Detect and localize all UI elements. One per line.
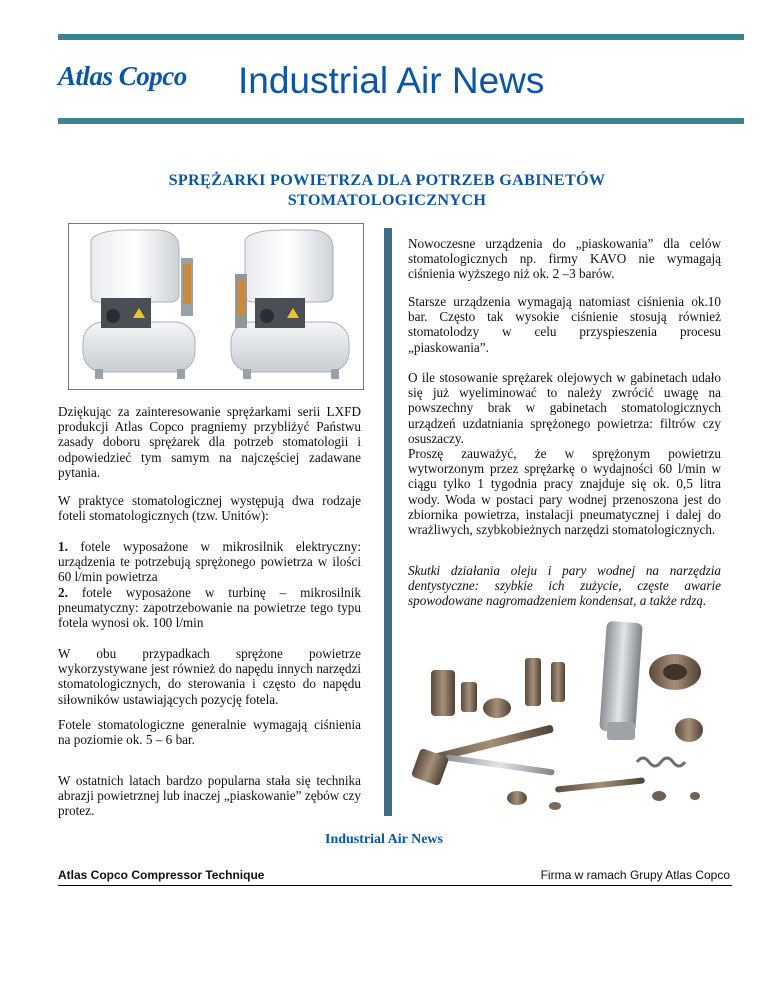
- pressure-paragraph: [58, 717, 361, 747]
- tools-caption: [408, 563, 721, 609]
- top-rule: [58, 34, 744, 40]
- both-cases-paragraph: [58, 646, 361, 707]
- masthead-bottom-rule: [58, 118, 744, 124]
- footer-group-note: Firma w ramach Grupy Atlas Copco: [540, 868, 730, 882]
- headline-line-1: SPRĘŻARKI POWIETRZA DLA POTRZEB GABINETÓW: [168, 171, 606, 189]
- left-column: [58, 404, 361, 480]
- intro-paragraph: Dziękując za zainteresowanie sprężarkami serii LXFD produkcji Atlas Copco pragniemy przybliżyć Państwu zasady doboru sprężarek dla potrzeb stomatologii i odpowiedzieć tym samym na najczęściej zadawane pytania.: [58, 404, 361, 480]
- list-item-1-text: fotele wyposażone w mikrosilnik elektryczny: urządzenia te potrzebują sprężonego powietrza w ilości 60 l/min powietrza: [58, 539, 361, 585]
- article-headline: [100, 170, 674, 210]
- modern-text: Nowoczesne urządzenia do „piaskowania” dla celów stomatologicznych np. firmy KAVO nie wymagają ciśnienia wyższego niż ok. 2 –3 barów.: [408, 236, 721, 282]
- atlas-copco-logo: Atlas Copco: [58, 61, 187, 91]
- older-text: Starsze urządzenia wymagają natomiast ciśnienia ok.10 bar. Często tak wysokie ciśnienie stosują również stomatolodzy w celu przyspieszenia procesu „piaskowania”.: [408, 294, 721, 355]
- practice-text: W praktyce stomatologicznej występują dwa rodzaje foteli stomatologicznych (tzw. Unitów):: [58, 493, 361, 524]
- list-item-2-text: fotele wyposażone w turbinę – mikrosilnik pneumatyczny: zapotrzebowanie na powietrze tego typu fotela wynosi ok. 100 l/min: [58, 584, 361, 631]
- list-item-2: [58, 585, 361, 631]
- chair-types-list: [58, 539, 361, 630]
- list-item-2-number: 2.: [58, 584, 68, 600]
- caption-text: Skutki działania oleju i pary wodnej na narzędzia dentystyczne: szybkie ich zużycie, częste awarie spowodowane nagromadzeniem kondensat, a także rdzą.: [408, 563, 721, 609]
- footer-title: Industrial Air News: [325, 832, 443, 847]
- list-item-1-number: 1.: [58, 539, 68, 554]
- headline-line-2: STOMATOLOGICZNYCH: [287, 191, 487, 209]
- compressor-unit-right: [231, 230, 349, 379]
- list-item-1: [58, 539, 361, 585]
- column-separator-bar: [384, 228, 392, 816]
- worn-tools-photo: [405, 612, 725, 822]
- both-cases-text: W obu przypadkach sprężone powietrze wykorzystywane jest również do napędu innych narzędzi stomatologicznych, do sterowania i często do napędu siłowników ustawiających pozycję fotela.: [58, 646, 361, 707]
- recent-text: W ostatnich latach bardzo popularna stała się technika abrazji powietrznej lub inaczej „piaskowanie” zębów czy protez.: [58, 773, 361, 819]
- masthead-title: Industrial Air News: [238, 60, 545, 101]
- compressor-illustration: [69, 224, 363, 389]
- compressor-photo: [68, 223, 364, 390]
- oil-paragraph: [408, 370, 721, 537]
- compressor-unit-left: [83, 230, 195, 379]
- recent-paragraph: [58, 773, 361, 819]
- modern-paragraph: [408, 236, 721, 282]
- footer-company: Atlas Copco Compressor Technique: [58, 868, 265, 882]
- worn-tools-illustration: [405, 612, 725, 822]
- footer-rule: [58, 885, 732, 886]
- pressure-text: Fotele stomatologiczne generalnie wymagają ciśnienia na poziomie ok. 5 – 6 bar.: [58, 717, 361, 748]
- notice-text: Proszę zauważyć, że w sprężonym powietrzu wytworzonym przez sprężarkę o wydajności 60 l/min w ciągu tylko 1 tygodnia pracy znajduje się ok. 0,5 litra wody. Woda w postaci pary wodnej przenoszona jest do zbiornika powietrza, instalacji pneumatycznej i dalej do wrażliwych, szybkobieżnych narzędzi stomatologicznych.: [408, 446, 721, 538]
- practice-paragraph: [58, 493, 361, 523]
- older-paragraph: [408, 294, 721, 355]
- oil-text: O ile stosowanie sprężarek olejowych w gabinetach udało się już wyeliminować to należy zwrócić uwagę na powszechny brak w gabinetach stomatologicznych urządzeń uzdatniania sprężonego powietrza: filtrów czy osuszaczy.: [408, 370, 721, 446]
